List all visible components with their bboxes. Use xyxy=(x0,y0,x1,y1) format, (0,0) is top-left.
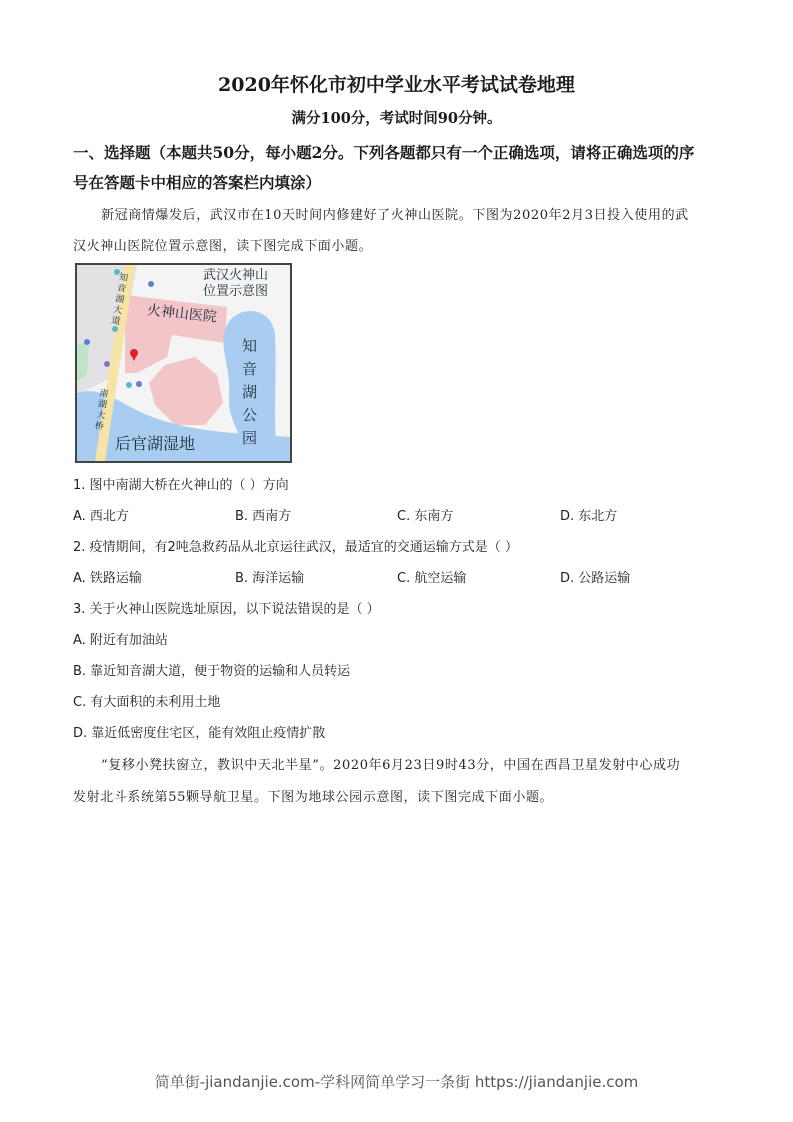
question-1-option-b[interactable]: B. 西南方 xyxy=(235,509,292,524)
question-3-option-b[interactable]: B. 靠近知音湖大道，便于物资的运输和人员转运 xyxy=(73,664,351,679)
map-title xyxy=(203,268,268,300)
exam-info: 满分100分，考试时间90分钟。 xyxy=(291,110,502,127)
question-1-option-c[interactable]: C. 东南方 xyxy=(397,509,454,524)
map-label-bridge: 南湖大桥 xyxy=(94,388,110,433)
page-title: 2020年怀化市初中学业水平考试试卷地理 xyxy=(218,74,575,96)
map-label-hospital: 火神山医院 xyxy=(146,302,218,326)
intro-paragraph-1-line1: 新冠商情爆发后，武汉市在10天时间内修建好了火神山医院。下图为2020年2月3日投入使用的武 xyxy=(101,208,689,223)
question-2: 2. 疫情期间，有2吨急救药品从北京运往武汉，最适宜的交通运输方式是（ ） xyxy=(73,540,518,555)
map-label-park: 知音湖公园 xyxy=(242,337,258,447)
question-2-option-d[interactable]: D. 公路运输 xyxy=(560,571,631,586)
map-label-road: 知音湖大道 xyxy=(110,272,129,328)
section-heading-line1: 一、选择题（本题共50分，每小题2分。下列各题都只有一个正确选项，请将正确选项的序 xyxy=(73,143,695,162)
question-3-option-a[interactable]: A. 附近有加油站 xyxy=(73,633,168,648)
question-3-option-c[interactable]: C. 有大面积的未利用土地 xyxy=(73,695,221,710)
map-title-line2: 位置示意图 xyxy=(203,284,269,299)
intro-paragraph-2-line1: “复移小凳扶窗立，教识中天北半星”。2020年6月23日9时43分，中国在西昌卫星发射中心成功 xyxy=(101,758,681,773)
question-3: 3. 关于火神山医院选址原因，以下说法错误的是（ ） xyxy=(73,602,380,617)
hospital-location-map xyxy=(75,263,292,463)
question-2-option-a[interactable]: A. 铁路运输 xyxy=(73,571,142,586)
intro-paragraph-2-line2: 发射北斗系统第55颗导航卫星。下图为地球公园示意图，读下图完成下面小题。 xyxy=(73,790,554,805)
map-title-line1: 武汉火神山 xyxy=(203,268,269,283)
question-1-option-a[interactable]: A. 西北方 xyxy=(73,509,129,524)
question-3-option-d[interactable]: D. 靠近低密度住宅区，能有效阻止疫情扩散 xyxy=(73,726,326,741)
footer-watermark: 简单街-jiandanjie.com-学科网简单学习一条街 https://jiandanjie.com xyxy=(154,1073,639,1091)
intro-paragraph-1-line2: 汉火神山医院位置示意图，读下图完成下面小题。 xyxy=(73,239,373,254)
question-2-option-c[interactable]: C. 航空运输 xyxy=(397,571,467,586)
question-1-option-d[interactable]: D. 东北方 xyxy=(560,509,618,524)
map-label-wetland: 后官湖湿地 xyxy=(115,434,196,453)
question-1: 1. 图中南湖大桥在火神山的（ ）方向 xyxy=(73,478,289,493)
section-heading-line2: 号在答题卡中相应的答案栏内填涂） xyxy=(73,173,322,192)
question-2-option-b[interactable]: B. 海洋运输 xyxy=(235,571,305,586)
